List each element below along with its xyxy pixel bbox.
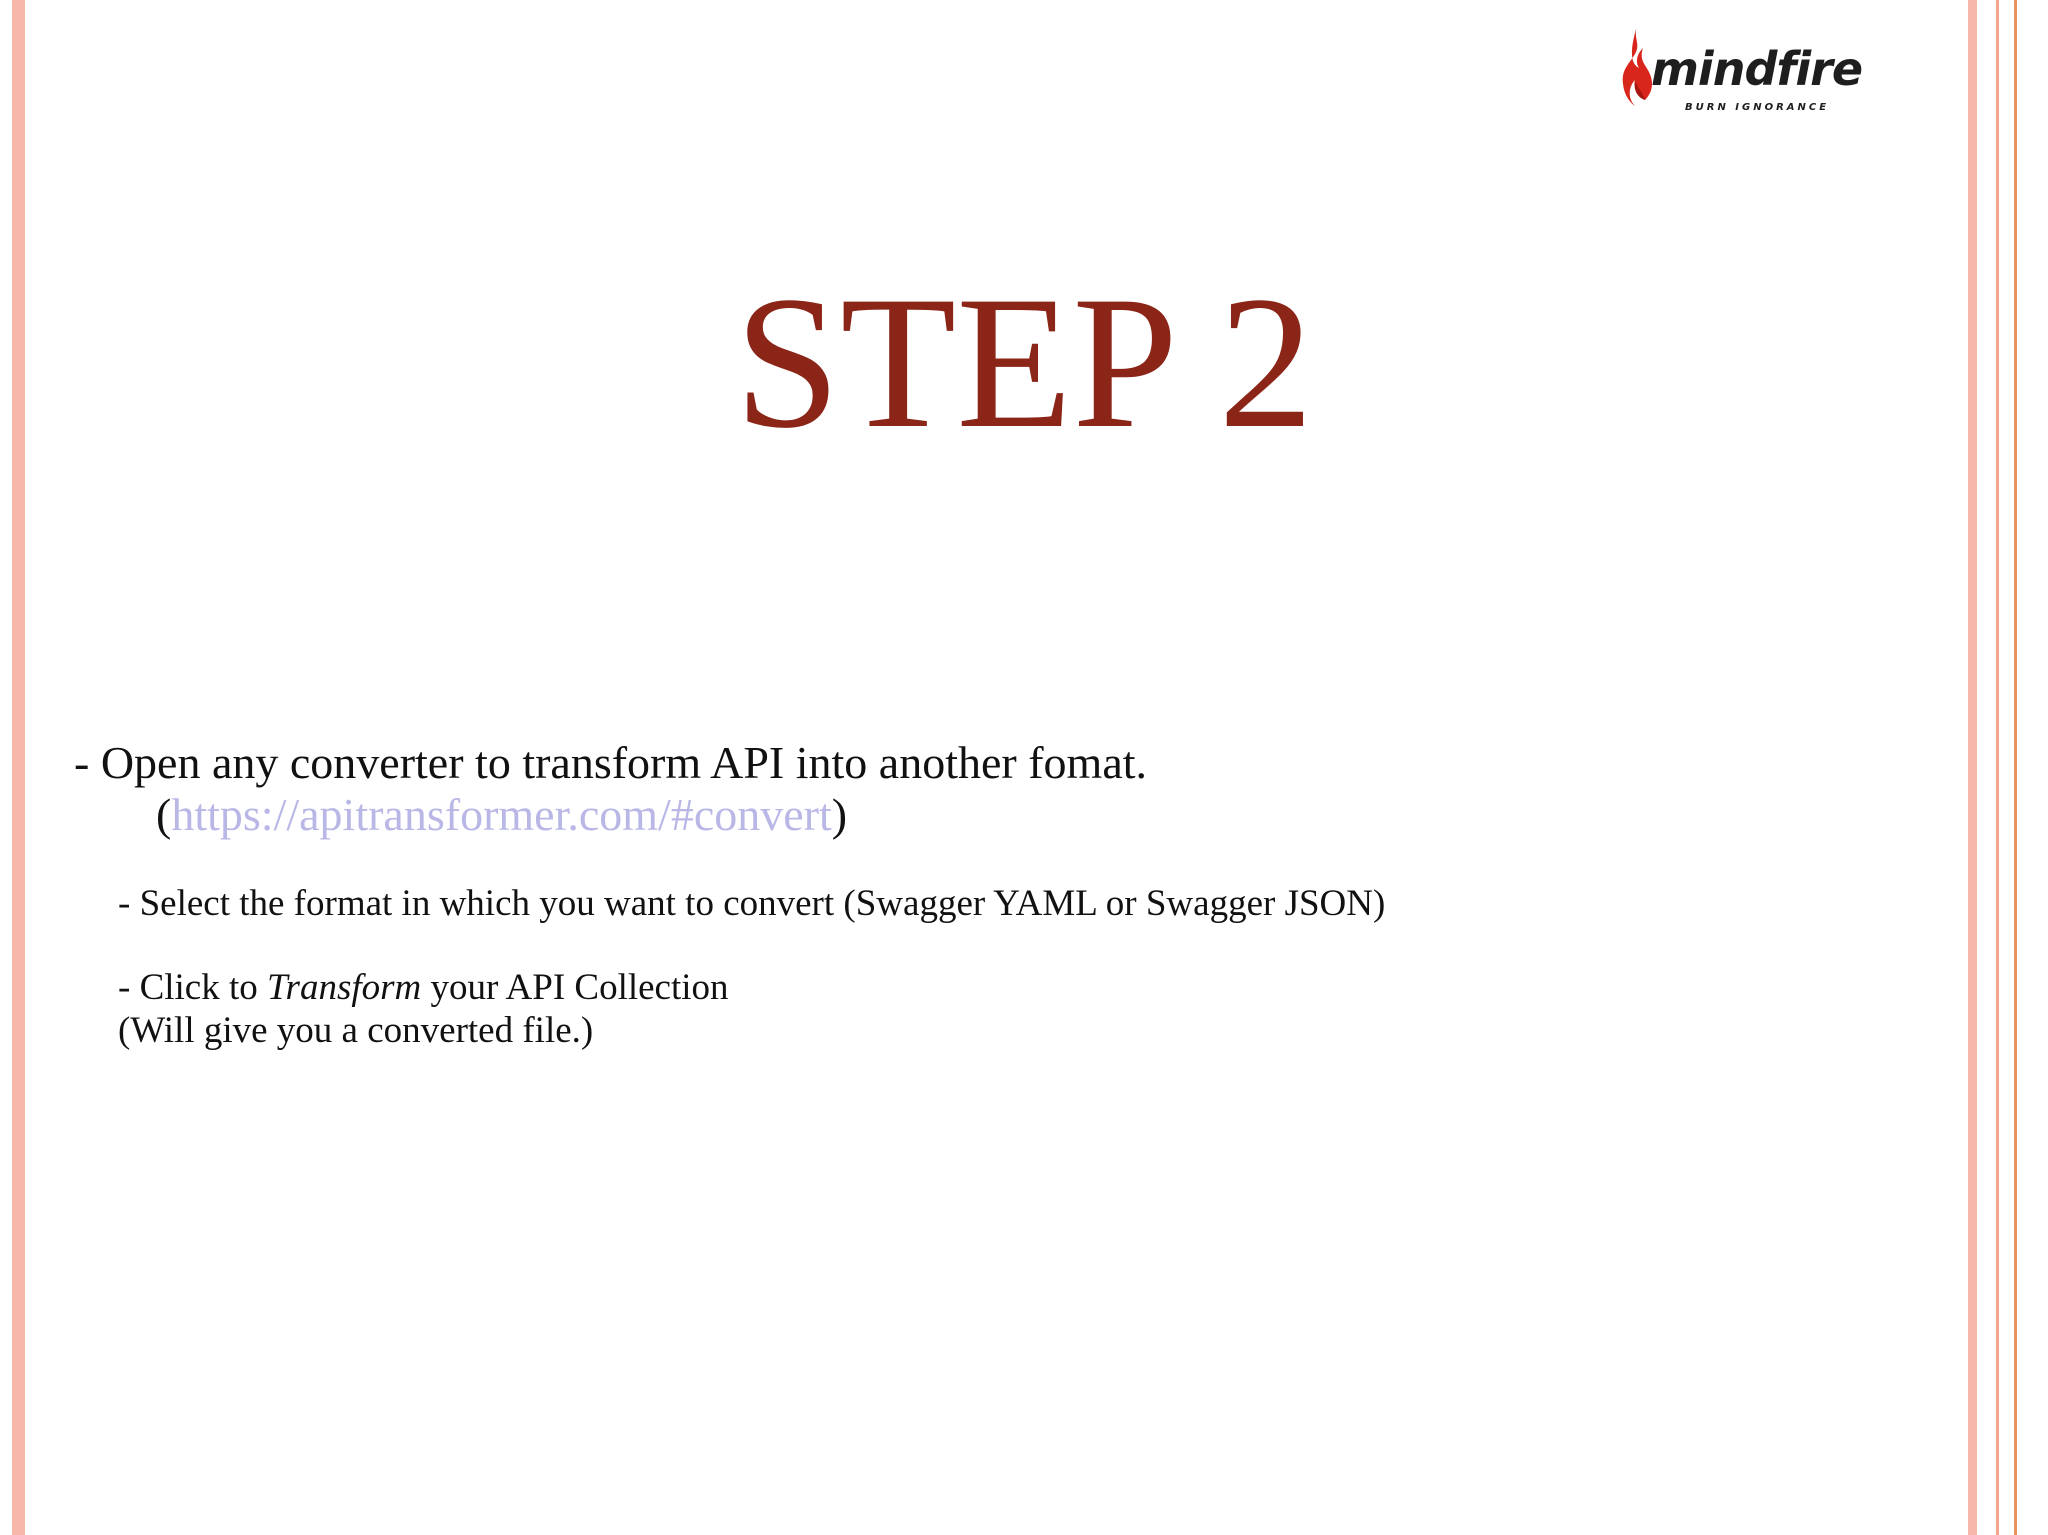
transform-prefix: - Click to xyxy=(118,967,268,1008)
transform-emphasis: Transform xyxy=(267,967,422,1008)
right-border-edge-line xyxy=(2014,0,2017,1535)
logo-wordmark: mindfire xyxy=(1651,42,1863,96)
logo-tagline: BURN IGNORANCE xyxy=(1685,102,1830,113)
bullet-open-converter: - Open any converter to transform API into another fomat. xyxy=(74,737,1148,788)
right-border-line xyxy=(1968,0,1977,1535)
bullet-click-transform xyxy=(118,966,729,1009)
converter-link[interactable]: https://apitransformer.com/#convert xyxy=(171,789,832,840)
right-border-thin-line xyxy=(1996,0,1999,1535)
transform-suffix: your API Collection xyxy=(421,967,729,1008)
slide-title-text: STEP 2 xyxy=(734,258,1314,468)
converter-url-line xyxy=(156,788,847,841)
url-close-paren: ) xyxy=(831,789,848,840)
left-border-line xyxy=(12,0,25,1535)
slide-title xyxy=(0,258,2048,468)
mindfire-logo xyxy=(1615,20,1863,120)
url-open-paren: ( xyxy=(156,789,172,840)
converted-file-note: (Will give you a converted file.) xyxy=(118,1010,594,1051)
bullet-select-format: - Select the format in which you want to convert (Swagger YAML or Swagger JSON) xyxy=(118,883,1386,924)
